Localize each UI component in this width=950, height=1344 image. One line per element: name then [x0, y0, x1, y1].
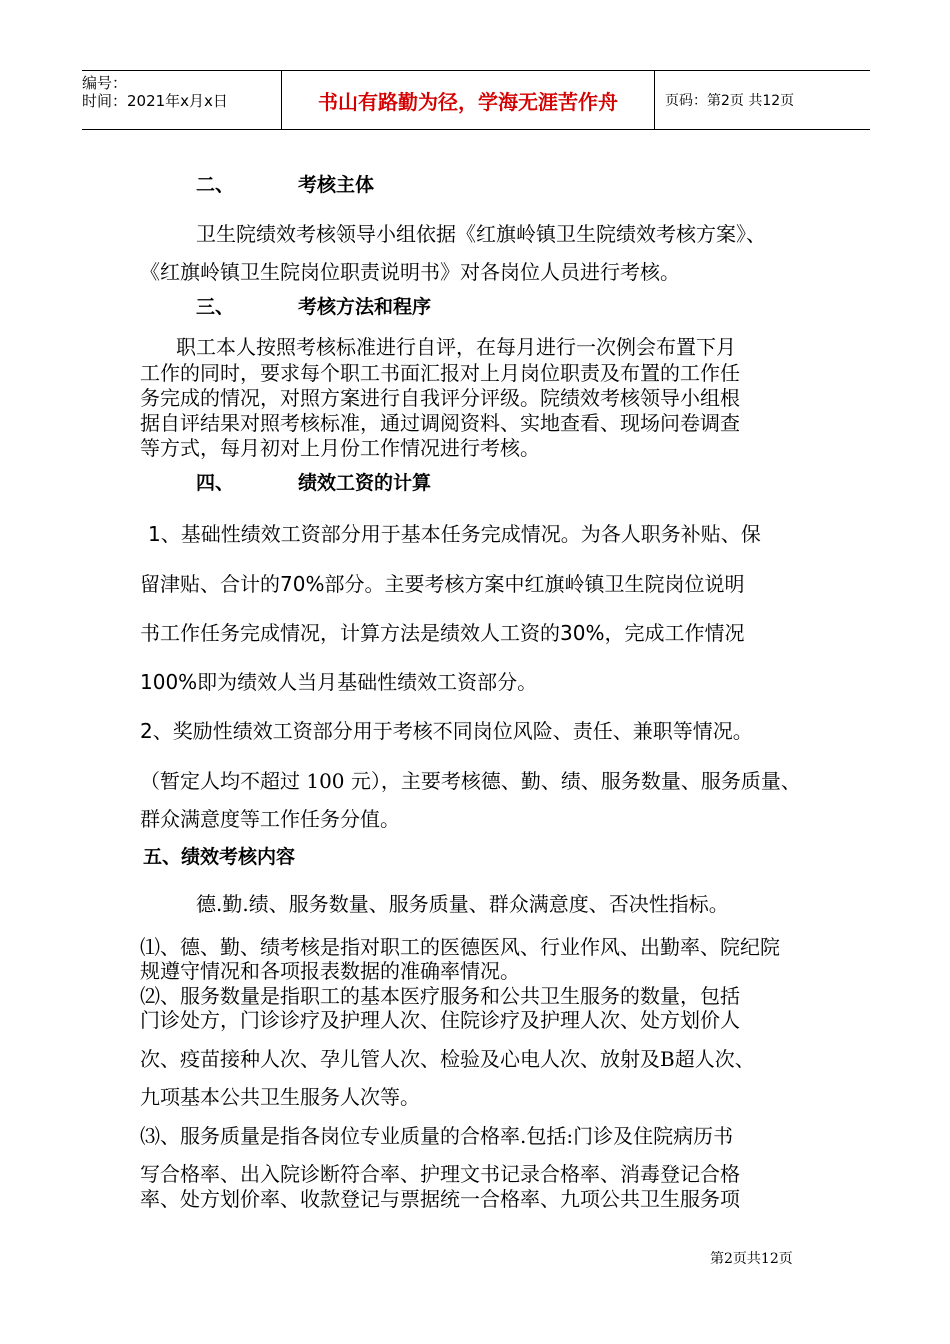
section-3-title: 考核方法和程序	[298, 296, 432, 318]
body-line: ⑶、服务质量是指各岗位专业质量的合格率.包括:门诊及住院病历书	[140, 1124, 734, 1148]
body-line: 写合格率、出入院诊断符合率、护理文书记录合格率、消毒登记合格	[140, 1162, 740, 1186]
body-line: 门诊处方，门诊诊疗及护理人次、住院诊疗及护理人次、处方划价人	[140, 1008, 740, 1032]
body-line: 职工本人按照考核标准进行自评，在每月进行一次例会布置下月	[176, 335, 736, 359]
body-line: 次、疫苗接种人次、孕儿管人次、检验及心电人次、放射及B超人次、	[140, 1047, 755, 1071]
body-line: 率、处方划价率、收款登记与票据统一合格率、九项公共卫生服务项	[140, 1187, 740, 1211]
header-motto: 书山有路勤为径，学海无涯苦作舟	[282, 71, 655, 129]
body-line: 卫生院绩效考核领导小组依据《红旗岭镇卫生院绩效考核方案》、	[196, 222, 766, 246]
body-line: ⑵、服务数量是指职工的基本医疗服务和公共卫生服务的数量，包括	[140, 984, 740, 1008]
header-page-info: 页码：第2页 共12页	[665, 93, 795, 109]
number-label: 编号：	[82, 74, 128, 92]
body-line: 2、奖励性绩效工资部分用于考核不同岗位风险、责任、兼职等情况。	[140, 719, 753, 743]
body-line: 100%即为绩效人当月基础性绩效工资部分。	[140, 670, 538, 694]
body-line: 群众满意度等工作任务分值。	[140, 807, 400, 831]
body-line: 1、基础性绩效工资部分用于基本任务完成情况。为各人职务补贴、保	[148, 522, 761, 546]
body-line: 据自评结果对照考核标准，通过调阅资料、实地查看、现场问卷调查	[140, 411, 740, 435]
body-line: 工作的同时，要求每个职工书面汇报对上月岗位职责及布置的工作任	[140, 361, 740, 385]
section-4-number: 四、	[196, 472, 235, 494]
section-2-title: 考核主体	[298, 174, 375, 196]
body-line: ⑴、德、勤、绩考核是指对职工的医德医风、行业作风、出勤率、院纪院	[140, 935, 780, 959]
body-line: 书工作任务完成情况，计算方法是绩效人工资的30%，完成工作情况	[140, 621, 745, 645]
body-line: 德.勤.绩、服务数量、服务质量、群众满意度、否决性指标。	[196, 892, 729, 916]
time-label: 时间：2021年x月x日	[82, 92, 228, 110]
header-meta	[82, 71, 282, 129]
body-line: 等方式，每月初对上月份工作情况进行考核。	[140, 436, 540, 460]
body-line: 《红旗岭镇卫生院岗位职责说明书》对各岗位人员进行考核。	[140, 260, 680, 284]
body-line: 务完成的情况，对照方案进行自我评分评级。院绩效考核领导小组根	[140, 386, 740, 410]
section-2-number: 二、	[196, 174, 235, 196]
body-line: 九项基本公共卫生服务人次等。	[140, 1085, 420, 1109]
section-3-number: 三、	[196, 296, 235, 318]
page-header	[82, 70, 870, 130]
page-footer: 第2页共12页	[710, 1251, 793, 1267]
body-line: 规遵守情况和各项报表数据的准确率情况。	[140, 959, 520, 983]
body-line: 留津贴、合计的70%部分。主要考核方案中红旗岭镇卫生院岗位说明	[140, 572, 745, 596]
body-line: （暂定人均不超过 100 元），主要考核德、勤、绩、服务数量、服务质量、	[140, 769, 801, 793]
section-5-title: 五、绩效考核内容	[143, 846, 296, 868]
section-4-title: 绩效工资的计算	[298, 472, 432, 494]
